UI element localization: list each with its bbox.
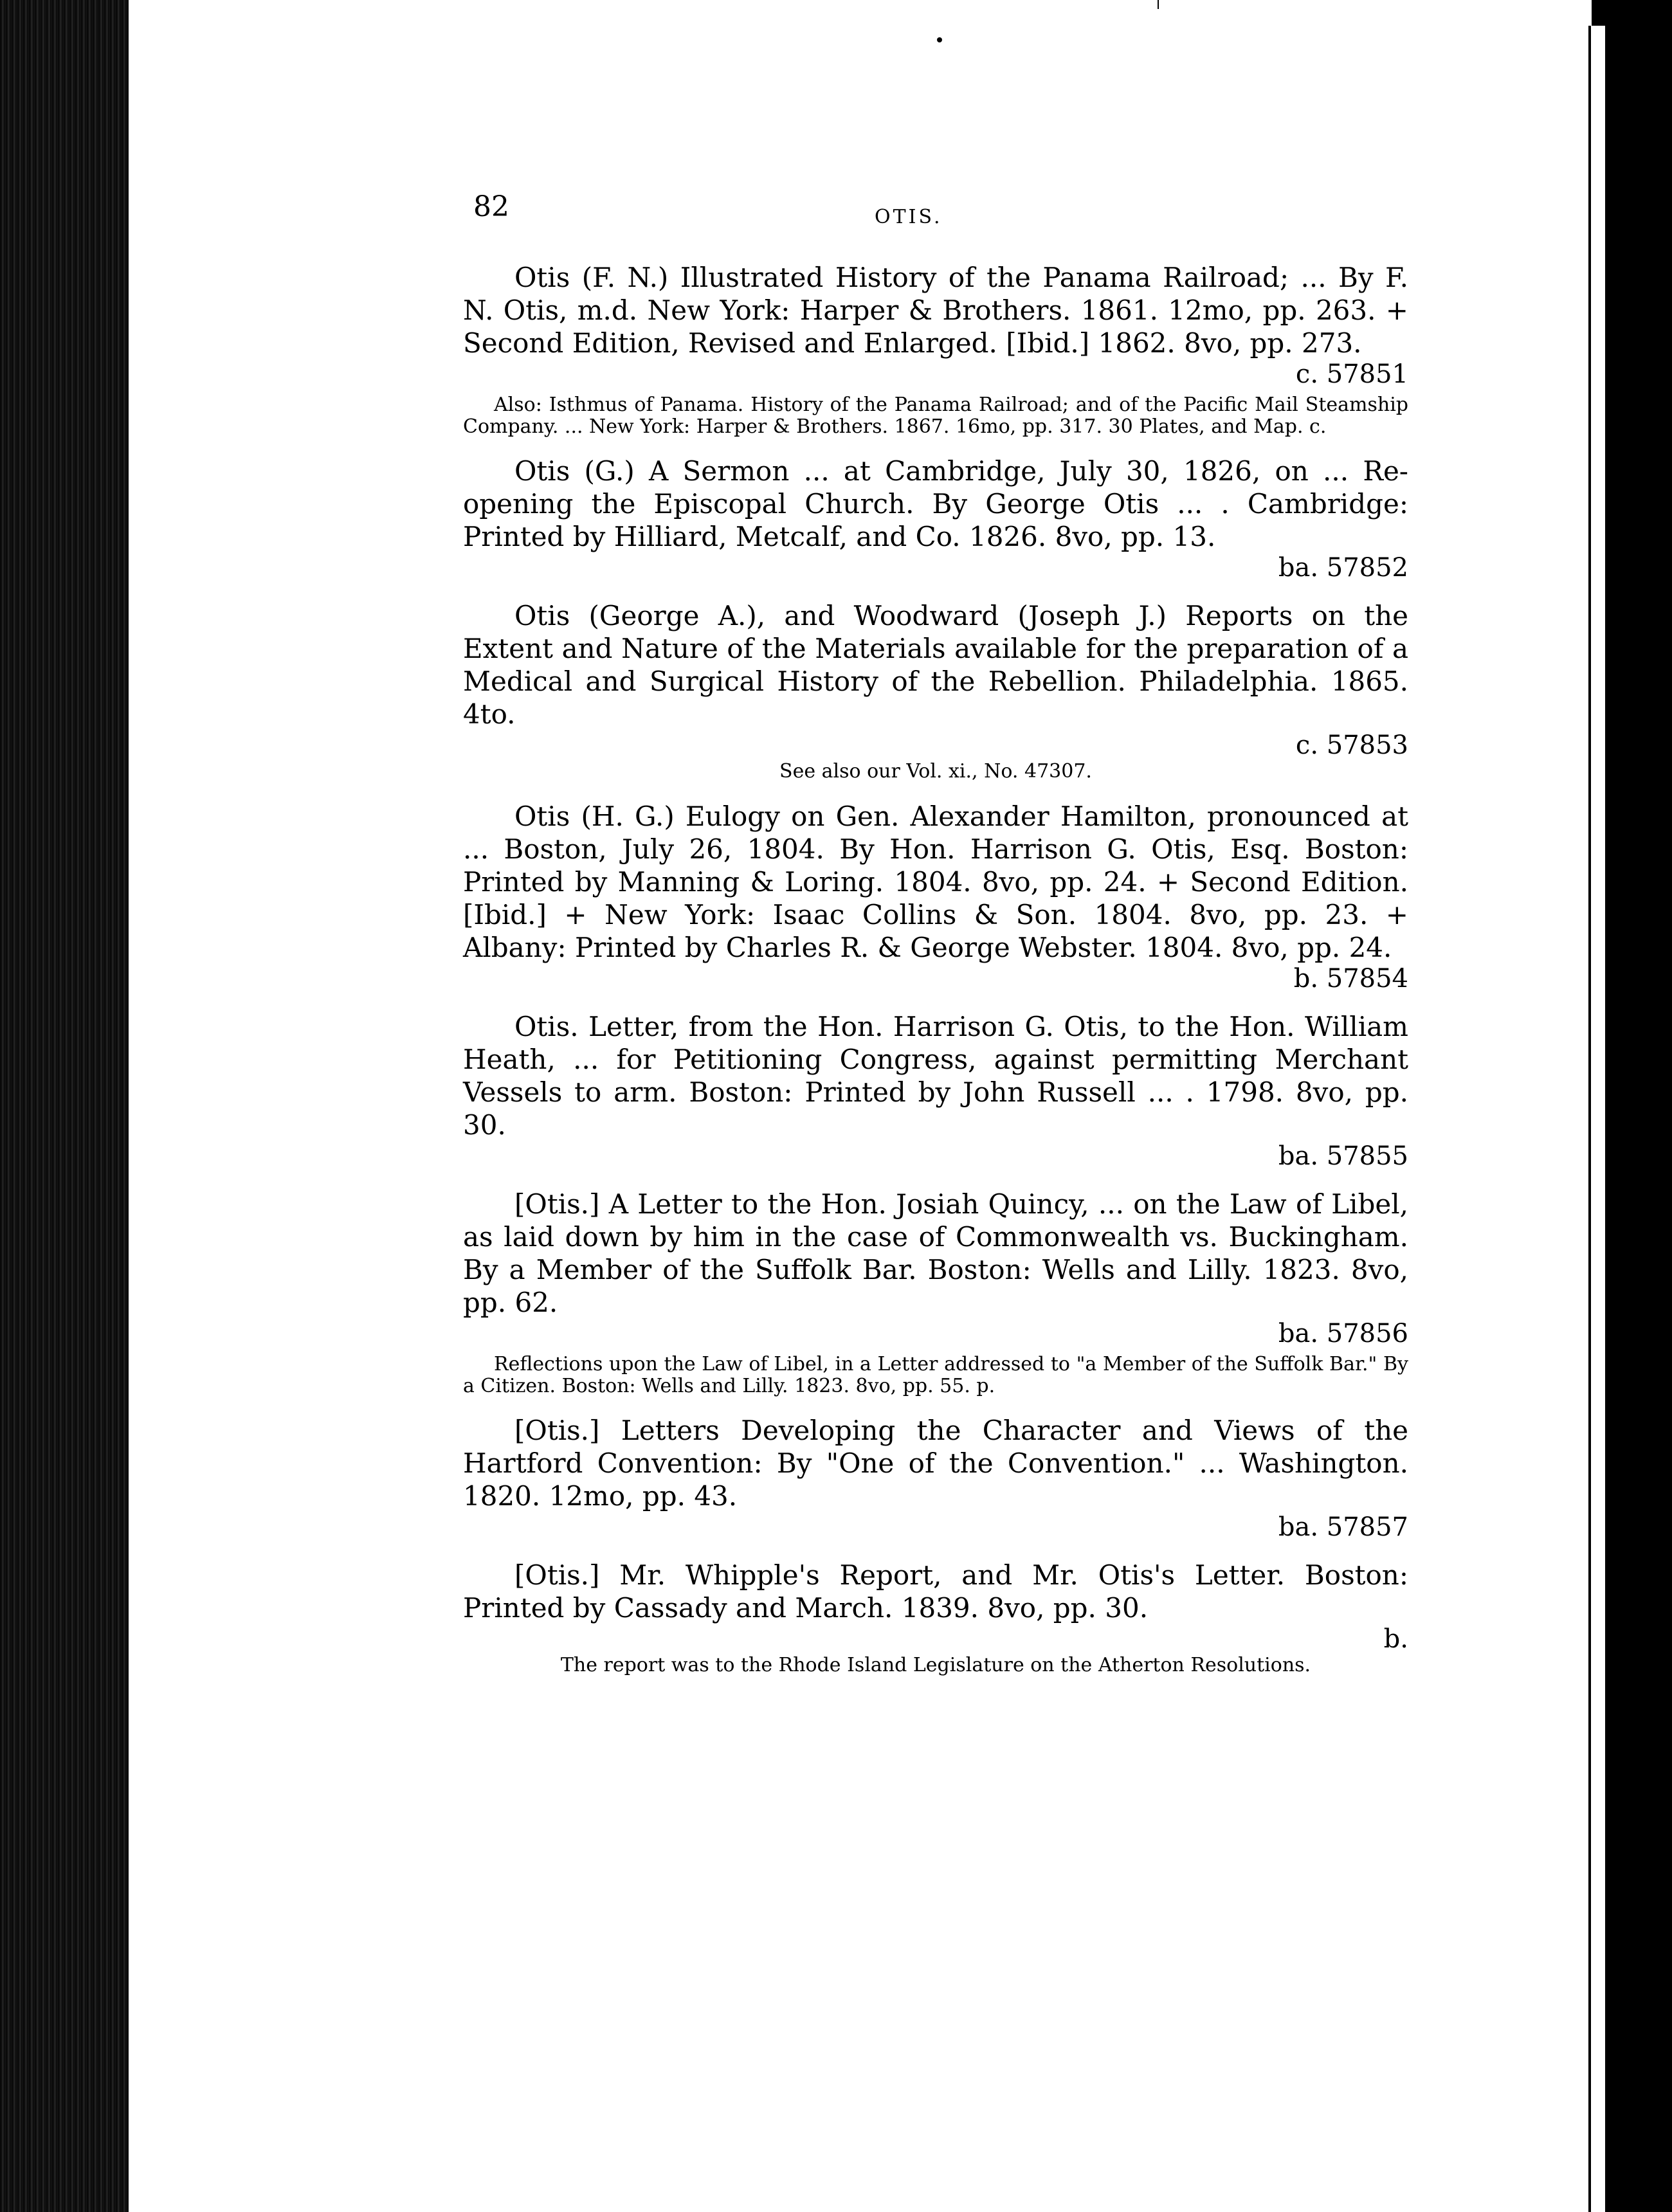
entry-text: Otis (George A.), and Woodward (Joseph J.) Reports on the Extent and Nature of the Materials available for the preparation of a Medical and Surgical History of the Rebellion. Philadelphia. 1865. 4to.	[463, 600, 1408, 730]
book-spine-edge	[0, 0, 135, 2212]
entry-text: Otis. Letter, from the Hon. Harrison G. Otis, to the Hon. William Heath, ... for Petitioning Congress, against permitting Merchant Vessels to arm. Boston: Printed by John Russell ... . 1798. 8vo, pp. 30.	[463, 1011, 1408, 1141]
ink-speck	[1158, 0, 1159, 9]
bibliography-entry	[463, 261, 1408, 438]
bibliography-entry	[463, 800, 1408, 993]
entry-note: Also: Isthmus of Panama. History of the Panama Railroad; and of the Pacific Mail Steamship Company. ... New York: Harper & Brothers. 1867. 16mo, pp. 317. 30 Plates, and Map. c.	[463, 394, 1408, 438]
entry-reference: ba. 57857	[1278, 1512, 1408, 1542]
entry-reference: b.	[1383, 1624, 1408, 1654]
bibliography-entry	[463, 1414, 1408, 1542]
entry-note: The report was to the Rhode Island Legislature on the Atherton Resolutions.	[560, 1654, 1311, 1676]
entry-reference: c. 57851	[1295, 359, 1408, 389]
entry-text: [Otis.] A Letter to the Hon. Josiah Quincy, ... on the Law of Libel, as laid down by him in the case of Commonwealth vs. Buckingham. By a Member of the Suffolk Bar. Boston: Wells and Lilly. 1823. 8vo, pp. 62.	[463, 1188, 1408, 1318]
entry-note: See also our Vol. xi., No. 47307.	[779, 760, 1092, 783]
entry-reference: ba. 57852	[1278, 553, 1408, 583]
entry-text: Otis (F. N.) Illustrated History of the Panama Railroad; ... By F. N. Otis, m.d. New York: Harper & Brothers. 1861. 12mo, pp. 263. + Second Edition, Revised and Enlarged. [Ibid.] 1862. 8vo, pp. 273.	[463, 262, 1408, 359]
entry-note: Reflections upon the Law of Libel, in a Letter addressed to "a Member of the Suffolk Bar." By a Citizen. Boston: Wells and Lilly. 1823. 8vo, pp. 55. p.	[463, 1353, 1408, 1397]
entry-text: Otis (G.) A Sermon ... at Cambridge, July 30, 1826, on ... Re-opening the Episcopal Church. By George Otis ... . Cambridge: Printed by Hilliard, Metcalf, and Co. 1826. 8vo, pp. 13.	[463, 455, 1408, 552]
ink-speck	[937, 37, 942, 42]
entry-text: [Otis.] Letters Developing the Character and Views of the Hartford Convention: By "One of the Convention." ... Washington. 1820. 12mo, pp. 43.	[463, 1415, 1408, 1512]
running-head	[463, 186, 1408, 244]
bibliography-entry	[463, 599, 1408, 783]
bibliography-entry	[463, 1559, 1408, 1677]
entry-text: [Otis.] Mr. Whipple's Report, and Mr. Otis's Letter. Boston: Printed by Cassady and March. 1839. 8vo, pp. 30.	[463, 1559, 1408, 1624]
entry-text: Otis (H. G.) Eulogy on Gen. Alexander Hamilton, pronounced at ... Boston, July 26, 1804. By Hon. Harrison G. Otis, Esq. Boston: Printed by Manning & Loring. 1804. 8vo, pp. 24. + Second Edition. [Ibid.] + New York: Isaac Collins & Son. 1804. 8vo, pp. 23. + Albany: Printed by Charles R. & George Webster. 1804. 8vo, pp. 24.	[463, 801, 1408, 963]
entry-reference: c. 57853	[1295, 730, 1408, 760]
entry-reference: ba. 57855	[1278, 1141, 1408, 1171]
bibliography-entry	[463, 1188, 1408, 1397]
entry-reference: b. 57854	[1293, 964, 1408, 993]
page-right-edge	[1588, 26, 1605, 2212]
running-title: OTIS.	[875, 206, 943, 228]
bibliography-entry	[463, 455, 1408, 583]
entry-reference: ba. 57856	[1278, 1319, 1408, 1348]
bibliography-entry	[463, 1010, 1408, 1171]
page-number: 82	[473, 190, 509, 223]
page-text-block	[463, 186, 1408, 1677]
